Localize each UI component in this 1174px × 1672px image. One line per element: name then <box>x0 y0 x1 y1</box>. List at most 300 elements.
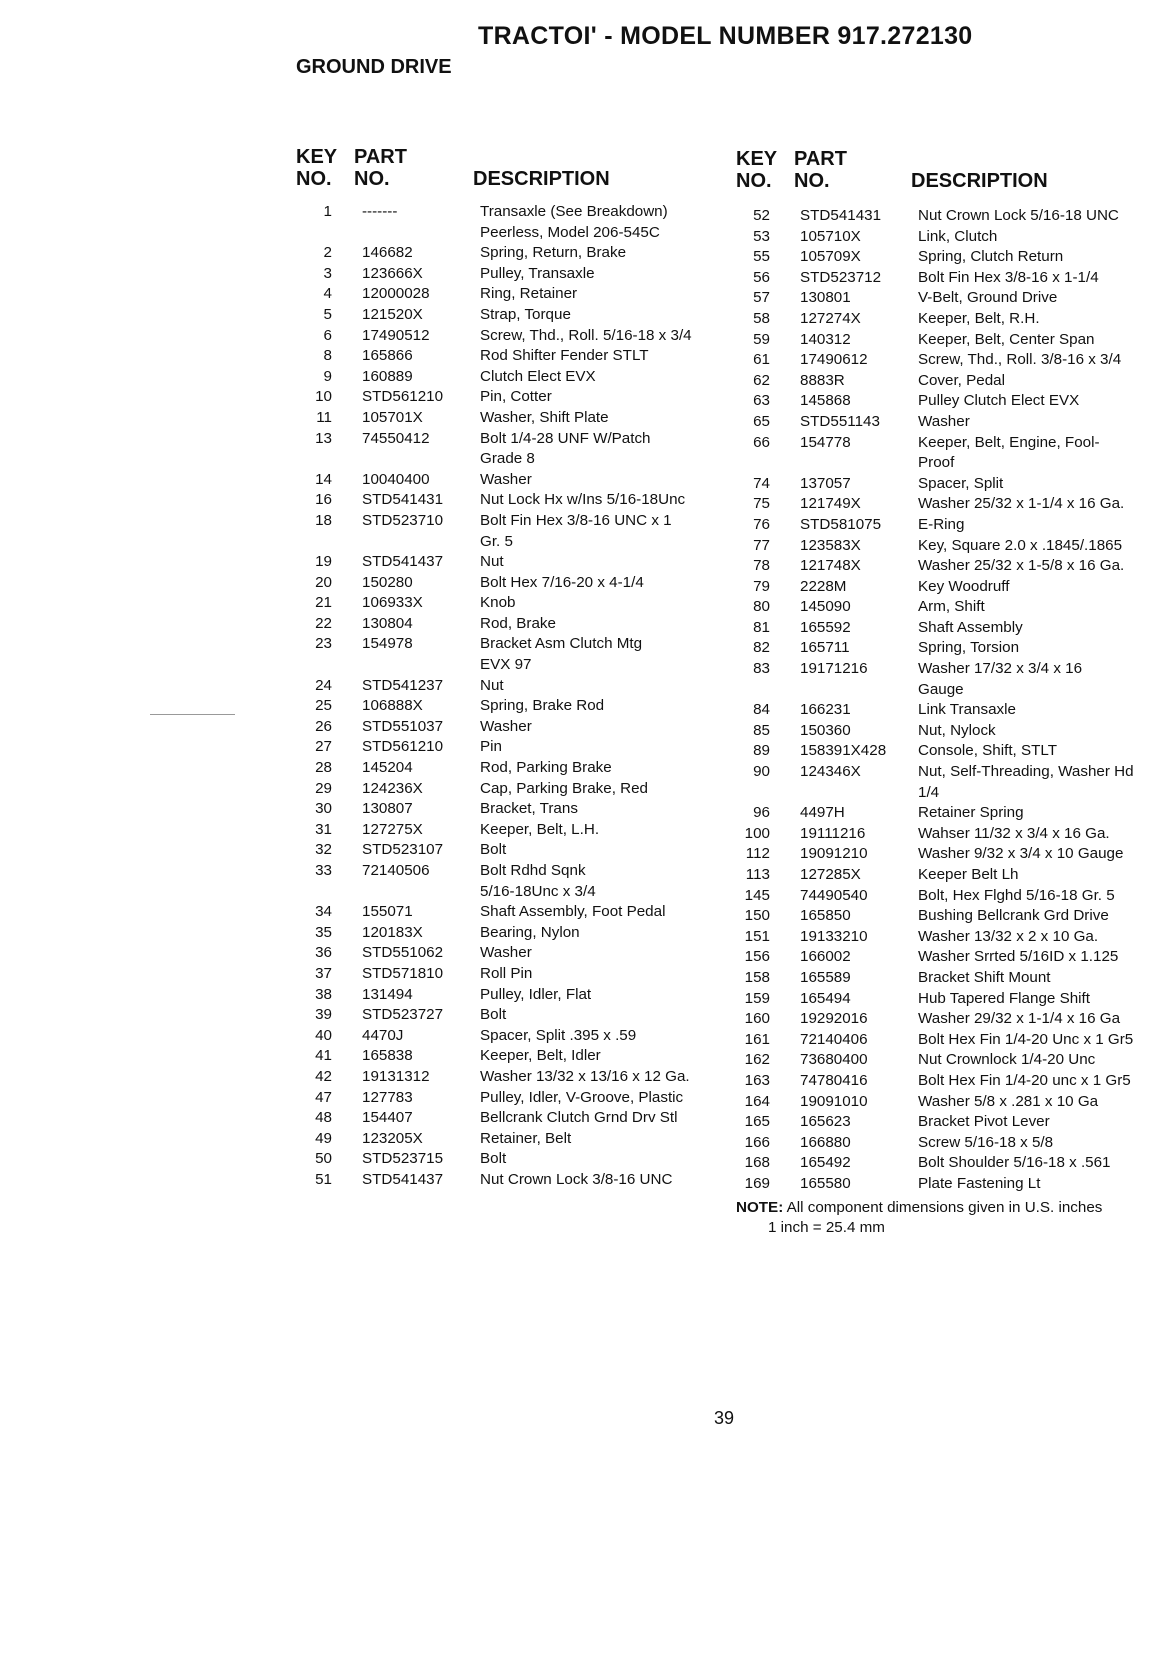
key-number: 61 <box>753 351 770 369</box>
part-row <box>728 412 1174 433</box>
part-row <box>290 985 730 1006</box>
part-description: Bolt <box>480 1006 507 1024</box>
key-number: 6 <box>323 326 332 344</box>
part-row <box>728 906 1174 927</box>
key-number: 40 <box>315 1026 332 1044</box>
part-description: Nut <box>480 553 504 571</box>
part-number: 74780416 <box>800 1071 868 1089</box>
part-number: 130807 <box>362 800 413 818</box>
part-row <box>728 659 1174 700</box>
part-number: STD561210 <box>362 388 444 406</box>
key-number: 26 <box>315 717 332 735</box>
part-number: STD523710 <box>362 511 444 529</box>
part-number: 19131312 <box>362 1067 430 1085</box>
part-description: Screw, Thd., Roll. 3/8-16 x 3/4 <box>918 351 1122 369</box>
part-description: Roll Pin <box>480 964 533 982</box>
part-number: 19133210 <box>800 927 868 945</box>
part-number: 74490540 <box>800 886 868 904</box>
key-number: 38 <box>315 985 332 1003</box>
part-row <box>290 779 730 800</box>
page-number: 39 <box>714 1408 735 1428</box>
key-number: 165 <box>744 1113 770 1131</box>
part-description: Shaft Assembly <box>918 618 1023 636</box>
part-row <box>728 268 1174 289</box>
part-row <box>290 202 730 243</box>
part-description: Nut, Self-Threading, Washer Hd 1/4 <box>918 763 1134 801</box>
part-description: Spacer, Split <box>918 474 1004 492</box>
part-number: STD541437 <box>362 553 444 571</box>
part-description: Cap, Parking Brake, Red <box>480 779 648 797</box>
part-row <box>290 902 730 923</box>
key-number: 48 <box>315 1109 332 1127</box>
part-description: Plate Fastening Lt <box>918 1174 1041 1192</box>
part-number: 165494 <box>800 989 851 1007</box>
part-number: STD523727 <box>362 1006 444 1024</box>
key-number: 112 <box>745 845 770 863</box>
key-no-label: NO. <box>296 168 332 190</box>
part-number: 158391X428 <box>800 742 887 760</box>
part-number: 127274X <box>800 309 861 327</box>
part-row <box>728 1174 1174 1195</box>
part-row <box>290 367 730 388</box>
key-number: 37 <box>315 964 332 982</box>
part-description: Keeper, Belt, R.H. <box>918 309 1040 327</box>
part-row <box>290 676 730 697</box>
part-row <box>290 1088 730 1109</box>
key-number: 160 <box>744 1010 770 1028</box>
part-row <box>728 803 1174 824</box>
part-number: 106933X <box>362 594 423 612</box>
key-number: 20 <box>315 573 332 591</box>
part-description: Washer <box>480 944 532 962</box>
part-description: Washer 13/32 x 13/16 x 12 Ga. <box>480 1067 690 1085</box>
part-description: Washer <box>480 717 532 735</box>
part-description: Clutch Elect EVX <box>480 367 596 385</box>
key-number: 85 <box>753 721 770 739</box>
part-number: 19091010 <box>800 1092 868 1110</box>
part-number: 123583X <box>800 536 861 554</box>
part-row <box>728 865 1174 886</box>
part-number: 145090 <box>800 598 851 616</box>
key-number: 31 <box>315 820 332 838</box>
part-row <box>290 820 730 841</box>
part-row <box>728 350 1174 371</box>
part-row <box>728 556 1174 577</box>
part-number: 121749X <box>800 495 861 513</box>
part-description: Bolt Rdhd Sqnk 5/16-18Unc x 3/4 <box>480 862 596 900</box>
part-description: E-Ring <box>918 515 965 533</box>
part-number: 124346X <box>800 763 861 781</box>
part-number: 105701X <box>362 408 423 426</box>
part-row <box>728 844 1174 865</box>
key-number: 51 <box>315 1170 332 1188</box>
right-key-header <box>736 148 777 192</box>
part-description: Link, Clutch <box>918 227 998 245</box>
part-row <box>290 346 730 367</box>
part-row <box>290 552 730 573</box>
part-number: 150280 <box>362 573 413 591</box>
key-number: 8 <box>323 347 332 365</box>
part-number: 17490612 <box>800 351 868 369</box>
key-number: 16 <box>315 491 332 509</box>
part-row <box>290 305 730 326</box>
key-number: 18 <box>315 511 332 529</box>
part-description: Bolt Hex 7/16-20 x 4-1/4 <box>480 573 644 591</box>
part-number: 165592 <box>800 618 851 636</box>
part-row <box>728 371 1174 392</box>
part-number: STD541431 <box>362 491 444 509</box>
part-number: 146682 <box>362 244 413 262</box>
right-description-header: DESCRIPTION <box>911 170 1048 192</box>
part-description: Keeper, Belt, Center Span <box>918 330 1095 348</box>
key-number: 42 <box>315 1067 332 1085</box>
part-number: 127285X <box>800 866 861 883</box>
part-number: STD523107 <box>362 841 444 859</box>
part-row <box>290 1005 730 1026</box>
part-no-label: NO. <box>794 170 830 192</box>
key-number: 36 <box>315 944 332 962</box>
part-number: 72140506 <box>362 862 430 879</box>
part-row <box>728 927 1174 948</box>
key-number: 34 <box>315 903 332 921</box>
part-number: 19111216 <box>800 824 866 842</box>
part-row <box>290 717 730 738</box>
part-row <box>728 1112 1174 1133</box>
left-description-header: DESCRIPTION <box>473 168 610 190</box>
key-number: 25 <box>315 697 332 715</box>
key-number: 163 <box>744 1071 770 1089</box>
part-row <box>728 968 1174 989</box>
key-number: 156 <box>744 948 770 966</box>
part-row <box>728 762 1174 803</box>
part-label: PART <box>794 148 847 170</box>
part-description: Rod Shifter Fender STLT <box>480 347 649 365</box>
part-row <box>728 1092 1174 1113</box>
part-description: Washer <box>918 412 970 430</box>
part-row <box>728 474 1174 495</box>
key-no-label: NO. <box>736 170 772 192</box>
part-number: 17490512 <box>362 326 430 344</box>
key-number: 84 <box>753 701 770 719</box>
key-number: 49 <box>315 1129 332 1147</box>
part-row <box>728 721 1174 742</box>
part-row <box>728 494 1174 515</box>
part-description: Key, Square 2.0 x .1845/.1865 <box>918 536 1123 554</box>
key-number: 82 <box>753 639 770 657</box>
part-number: 121520X <box>362 305 423 323</box>
part-row <box>728 577 1174 598</box>
part-number: 12000028 <box>362 285 430 303</box>
part-description: Washer 29/32 x 1-1/4 x 16 Ga <box>918 1010 1121 1028</box>
part-description: Washer 9/32 x 3/4 x 10 Gauge <box>918 845 1124 863</box>
part-number: 137057 <box>800 474 851 492</box>
part-description: Knob <box>480 594 516 612</box>
part-row <box>290 1149 730 1170</box>
part-number: 145204 <box>362 759 413 777</box>
part-description: Spacer, Split .395 x .59 <box>480 1026 637 1044</box>
part-description: Bolt Fin Hex 3/8-16 x 1-1/4 <box>918 268 1099 286</box>
part-row <box>728 597 1174 618</box>
part-row <box>290 1129 730 1150</box>
key-number: 32 <box>315 841 332 859</box>
part-number: 127275X <box>362 820 423 838</box>
part-description: Bolt Hex Fin 1/4-20 unc x 1 Gr5 <box>918 1071 1131 1089</box>
part-number: 165838 <box>362 1047 413 1065</box>
part-number: 165492 <box>800 1154 851 1172</box>
part-description: Screw, Thd., Roll. 5/16-18 x 3/4 <box>480 326 692 344</box>
part-description: Bearing, Nylon <box>480 923 580 941</box>
key-number: 22 <box>315 614 332 632</box>
part-description: Spring, Torsion <box>918 639 1020 657</box>
part-description: Pulley Clutch Elect EVX <box>918 392 1080 410</box>
key-number: 65 <box>753 412 770 430</box>
part-number: 127783 <box>362 1088 413 1106</box>
key-number: 75 <box>753 495 770 513</box>
part-number: 105709X <box>800 248 861 266</box>
part-number: 74550412 <box>362 429 430 447</box>
key-number: 52 <box>753 207 770 224</box>
key-number: 63 <box>753 392 770 410</box>
part-number: 166002 <box>800 948 851 966</box>
part-row <box>290 758 730 779</box>
key-number: 164 <box>744 1092 770 1110</box>
key-number: 50 <box>315 1150 332 1168</box>
key-number: 59 <box>753 330 770 348</box>
part-number: 105710X <box>800 227 861 245</box>
part-row <box>728 989 1174 1010</box>
part-description: Bolt Hex Fin 1/4-20 Unc x 1 Gr5 <box>918 1030 1134 1048</box>
part-row <box>728 1071 1174 1092</box>
part-description: Link Transaxle <box>918 701 1016 719</box>
part-description: Pin, Cotter <box>480 388 552 406</box>
part-number: 160889 <box>362 367 413 385</box>
key-number: 100 <box>744 824 770 842</box>
part-row <box>728 1050 1174 1071</box>
part-number: STD541237 <box>362 676 444 694</box>
part-description: Console, Shift, STLT <box>918 742 1057 760</box>
key-number: 81 <box>753 618 770 636</box>
part-number: 19292016 <box>800 1010 868 1028</box>
key-number: 74 <box>753 474 770 492</box>
part-number: 155071 <box>362 903 413 921</box>
page-title: TRACTOI' - MODEL NUMBER 917.272130 <box>478 22 973 50</box>
key-number: 162 <box>744 1051 770 1069</box>
part-number: 166880 <box>800 1133 851 1151</box>
part-row <box>290 573 730 594</box>
part-row <box>728 309 1174 330</box>
part-number: 140312 <box>800 330 851 348</box>
key-number: 10 <box>315 388 332 406</box>
part-description: Screw 5/16-18 x 5/8 <box>918 1133 1054 1151</box>
part-description: Bellcrank Clutch Grnd Drv Stl <box>480 1109 678 1127</box>
key-number: 47 <box>315 1088 332 1106</box>
part-description: Bolt, Hex Flghd 5/16-18 Gr. 5 <box>918 886 1115 904</box>
part-description: Shaft Assembly, Foot Pedal <box>480 903 666 921</box>
part-number: STD561210 <box>362 738 444 756</box>
part-row <box>728 1133 1174 1154</box>
part-description: Bolt <box>480 841 507 859</box>
key-number: 145 <box>744 886 770 904</box>
part-number: 121748X <box>800 557 861 575</box>
part-description: Retainer Spring <box>918 804 1024 822</box>
part-number: STD581075 <box>800 515 882 533</box>
key-number: 11 <box>316 408 332 426</box>
part-number: 165623 <box>800 1113 851 1131</box>
key-number: 89 <box>753 742 770 760</box>
part-number: 165866 <box>362 347 413 365</box>
part-description: Pulley, Transaxle <box>480 264 595 282</box>
part-number: 123205X <box>362 1129 423 1147</box>
part-number: ------- <box>362 203 398 220</box>
key-number: 1 <box>323 203 332 220</box>
part-row <box>290 264 730 285</box>
key-number: 80 <box>753 598 770 616</box>
key-label: KEY <box>736 148 778 170</box>
key-number: 159 <box>744 989 770 1007</box>
key-number: 39 <box>315 1006 332 1024</box>
part-row <box>728 618 1174 639</box>
part-number: 154407 <box>362 1109 413 1127</box>
part-row <box>728 1153 1174 1174</box>
part-row <box>728 638 1174 659</box>
key-number: 62 <box>753 371 770 389</box>
part-row <box>728 536 1174 557</box>
key-number: 96 <box>753 804 770 822</box>
part-number: 2228M <box>800 577 847 595</box>
part-description: Bracket, Trans <box>480 800 578 818</box>
part-number: 130804 <box>362 614 413 632</box>
part-description: Bracket Shift Mount <box>918 968 1051 986</box>
key-number: 13 <box>315 429 332 447</box>
section-title: GROUND DRIVE <box>296 56 452 78</box>
key-number: 158 <box>744 968 770 986</box>
part-description: Washer 25/32 x 1-5/8 x 16 Ga. <box>918 557 1125 575</box>
key-number: 2 <box>323 244 332 262</box>
key-number: 77 <box>753 536 770 554</box>
part-description: Retainer, Belt <box>480 1129 572 1147</box>
part-row <box>728 391 1174 412</box>
part-number: 124236X <box>362 779 423 797</box>
part-number: STD571810 <box>362 964 444 982</box>
part-number: STD523715 <box>362 1150 444 1168</box>
note-label: NOTE: <box>736 1199 784 1216</box>
part-row <box>728 824 1174 845</box>
part-row <box>728 515 1174 536</box>
part-number: 8883R <box>800 371 845 389</box>
key-number: 24 <box>315 676 332 694</box>
part-number: 106888X <box>362 697 423 715</box>
key-number: 90 <box>753 763 770 781</box>
part-description: Bolt <box>480 1150 507 1168</box>
key-number: 66 <box>753 433 770 451</box>
key-number: 83 <box>753 660 770 678</box>
part-description: Nut Crownlock 1/4-20 Unc <box>918 1051 1096 1069</box>
part-description: Bushing Bellcrank Grd Drive <box>918 907 1109 925</box>
part-description: Bolt Fin Hex 3/8-16 UNC x 1 Gr. 5 <box>480 511 672 550</box>
key-number: 151 <box>744 927 770 945</box>
part-description: Pin <box>480 738 502 756</box>
part-row <box>290 284 730 305</box>
key-number: 3 <box>323 264 332 282</box>
note-text: All component dimensions given in U.S. inches <box>783 1199 1103 1216</box>
key-number: 55 <box>753 248 770 266</box>
part-number: 123666X <box>362 264 423 282</box>
part-description: Pulley, Idler, Flat <box>480 985 592 1003</box>
part-description: Spring, Brake Rod <box>480 697 605 715</box>
part-row <box>728 947 1174 968</box>
key-number: 150 <box>744 907 770 925</box>
part-number: 4497H <box>800 804 845 822</box>
part-description: Bolt 1/4-28 UNF W/Patch Grade 8 <box>480 429 651 468</box>
key-number: 28 <box>315 759 332 777</box>
part-number: 4470J <box>362 1026 404 1044</box>
key-number: 58 <box>753 309 770 327</box>
part-description: Keeper, Belt, L.H. <box>480 820 600 838</box>
part-row <box>290 243 730 264</box>
key-number: 33 <box>315 862 332 879</box>
key-number: 19 <box>315 553 332 571</box>
part-description: V-Belt, Ground Drive <box>918 289 1058 307</box>
key-number: 29 <box>315 779 332 797</box>
part-description: Keeper Belt Lh <box>918 866 1019 883</box>
part-description: Washer 5/8 x .281 x 10 Ga <box>918 1092 1099 1110</box>
part-row <box>290 470 730 491</box>
key-number: 76 <box>753 515 770 533</box>
part-number: 165580 <box>800 1174 851 1192</box>
key-number: 5 <box>323 305 332 323</box>
left-key-header <box>296 146 337 190</box>
part-row <box>290 799 730 820</box>
part-row <box>728 247 1174 268</box>
part-description: Bolt Shoulder 5/16-18 x .561 <box>918 1154 1111 1172</box>
part-row <box>728 700 1174 721</box>
part-number: 154978 <box>362 635 413 653</box>
key-number: 168 <box>744 1154 770 1172</box>
part-number: 131494 <box>362 985 413 1003</box>
part-row <box>728 433 1174 474</box>
part-row <box>290 1108 730 1129</box>
part-row <box>290 429 730 470</box>
key-number: 27 <box>315 738 332 756</box>
part-number: 120183X <box>362 923 423 941</box>
key-number: 23 <box>315 635 332 653</box>
part-description: Cover, Pedal <box>918 371 1005 389</box>
part-description: Nut Lock Hx w/Ins 5/16-18Unc <box>480 491 686 509</box>
key-number: 35 <box>315 923 332 941</box>
part-description: Rod, Parking Brake <box>480 759 612 777</box>
part-description: Spring, Clutch Return <box>918 248 1064 266</box>
part-number: 165589 <box>800 968 851 986</box>
part-number: 19091210 <box>800 845 868 863</box>
part-description: Washer, Shift Plate <box>480 408 609 426</box>
part-description: Bracket Asm Clutch Mtg EVX 97 <box>480 635 643 674</box>
part-label: PART <box>354 146 407 168</box>
part-number: 150360 <box>800 721 851 739</box>
part-number: STD551037 <box>362 717 444 735</box>
part-row <box>290 490 730 511</box>
part-row <box>728 206 1174 227</box>
part-row <box>290 1170 730 1191</box>
part-row <box>290 943 730 964</box>
part-row <box>728 741 1174 762</box>
part-number: 73680400 <box>800 1051 868 1069</box>
part-description: Nut Crown Lock 3/8-16 UNC <box>480 1170 673 1188</box>
part-number: STD551062 <box>362 944 444 962</box>
part-number: 72140406 <box>800 1030 868 1048</box>
part-row <box>290 511 730 552</box>
part-number: 19171216 <box>800 660 868 678</box>
part-row <box>290 964 730 985</box>
